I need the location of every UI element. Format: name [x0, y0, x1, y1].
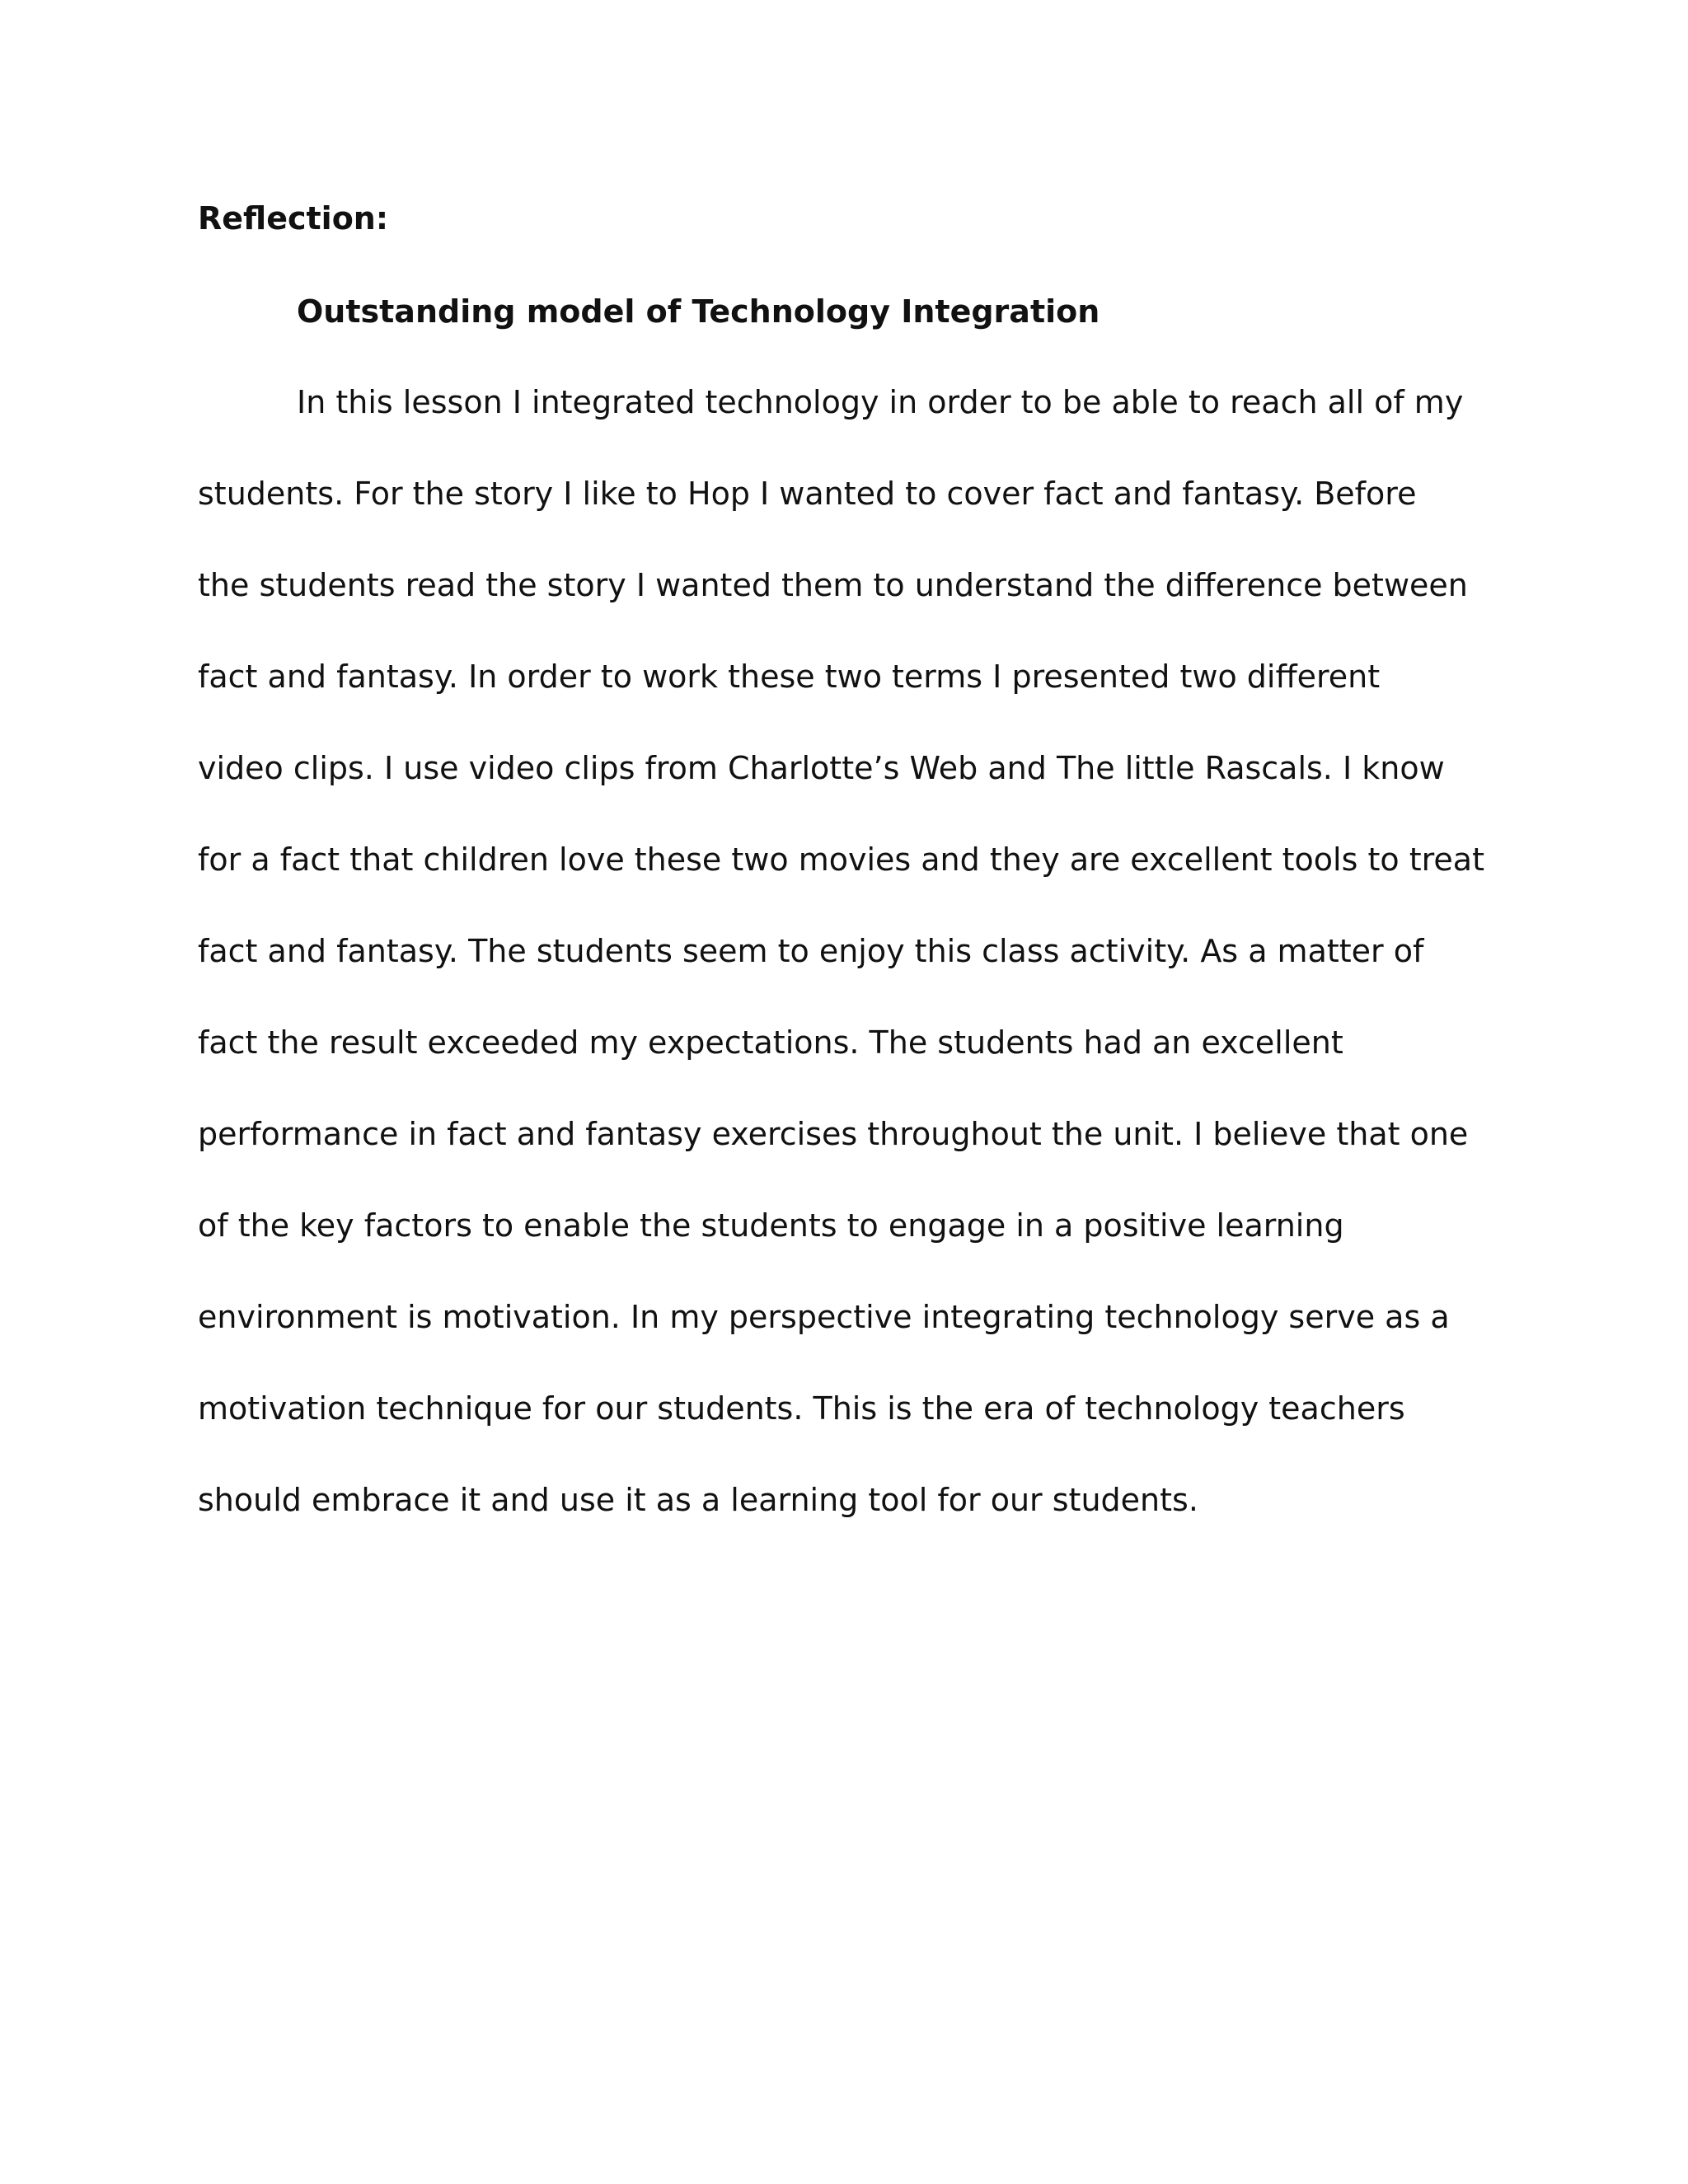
paragraph-line: the students read the story I wanted them to understand the difference between: [198, 567, 1468, 603]
page-title: Reflection:: [198, 200, 389, 237]
paragraph-line: performance in fact and fantasy exercises throughout the unit. I believe that one: [198, 1116, 1469, 1152]
paragraph-line: environment is motivation. In my perspective integrating technology serve as a: [198, 1299, 1450, 1335]
paragraph-line: of the key factors to enable the students to engage in a positive learning: [198, 1207, 1344, 1244]
paragraph-line: students. For the story I like to Hop I wanted to cover fact and fantasy. Before: [198, 476, 1417, 512]
section-title: Outstanding model of Technology Integration: [297, 293, 1100, 330]
paragraph-line: fact and fantasy. In order to work these two terms I presented two different: [198, 658, 1381, 695]
paragraph-line: In this lesson I integrated technology in order to be able to reach all of my: [297, 384, 1464, 420]
paragraph-line: fact and fantasy. The students seem to enjoy this class activity. As a matter of: [198, 933, 1424, 969]
paragraph-line: should embrace it and use it as a learning tool for our students.: [198, 1482, 1198, 1518]
paragraph-line: fact the result exceeded my expectations. The students had an excellent: [198, 1024, 1343, 1061]
paragraph-line: motivation technique for our students. This is the era of technology teachers: [198, 1390, 1405, 1427]
paragraph-line: for a fact that children love these two movies and they are excellent tools to treat: [198, 841, 1484, 878]
paragraph-line: video clips. I use video clips from Charlotte’s Web and The little Rascals. I know: [198, 750, 1445, 786]
